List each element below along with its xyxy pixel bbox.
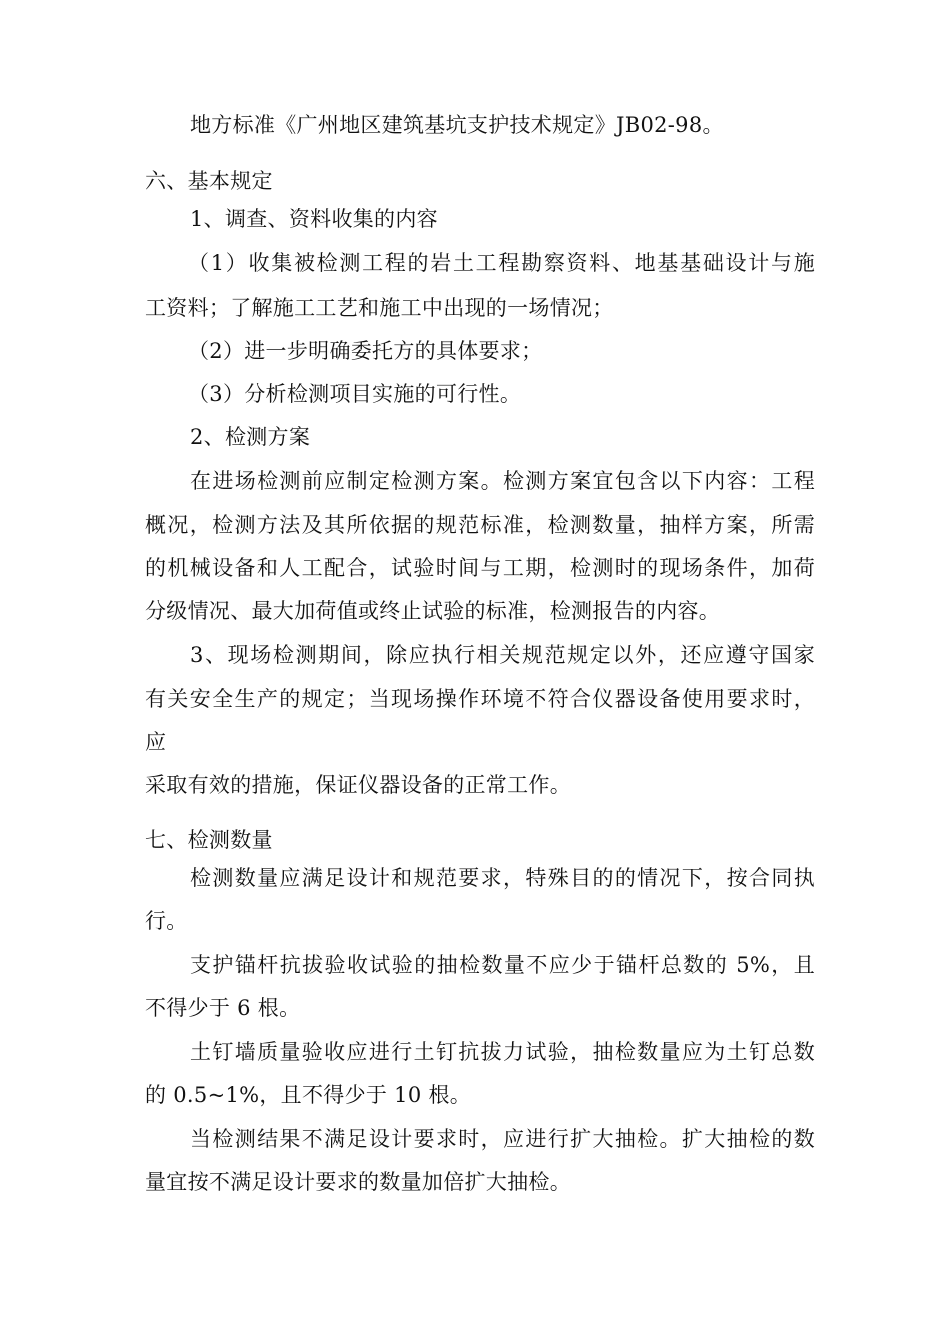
list-item-1-line-2: 工资料；了解施工工艺和施工中出现的一场情况； [145,296,614,320]
test-plan-paragraph-line-4: 分级情况、最大加荷值或终止试验的标准，检测报告的内容。 [145,599,721,623]
list-item-3: （3）分析检测项目实施的可行性。 [188,382,522,406]
quantity-paragraph-1-line-1: 检测数量应满足设计和规范要求，特殊目的的情况下，按合同执 [190,866,815,890]
list-item-1-line-1: （1）收集被检测工程的岩土工程勘察资料、地基基础设计与施 [188,251,815,275]
expanded-sampling-paragraph-line-2: 量宜按不满足设计要求的数量加倍扩大抽检。 [145,1170,571,1194]
test-plan-paragraph-line-3: 的机械设备和人工配合，试验时间与工期，检测时的现场条件，加荷 [145,556,815,580]
soil-nail-paragraph-line-2: 的 0.5~1%，且不得少于 10 根。 [145,1083,472,1107]
quantity-paragraph-1-line-2: 行。 [145,909,188,933]
soil-nail-paragraph-line-1: 土钉墙质量验收应进行土钉抗拔力试验，抽检数量应为土钉总数 [190,1040,815,1064]
subheading-test-plan: 2、检测方案 [190,425,311,449]
section-heading-test-quantity: 七、检测数量 [145,828,273,852]
paragraph-standard-reference: 地方标准《广州地区建筑基坑支护技术规定》JB02-98。 [190,113,724,137]
anchor-paragraph-line-1: 支护锚杆抗拔验收试验的抽检数量不应少于锚杆总数的 5%，且 [190,953,815,977]
expanded-sampling-paragraph-line-1: 当检测结果不满足设计要求时，应进行扩大抽检。扩大抽检的数 [190,1127,815,1151]
test-plan-paragraph-line-2: 概况，检测方法及其所依据的规范标准，检测数量，抽样方案，所需 [145,513,815,537]
safety-paragraph-line-1: 3、现场检测期间，除应执行相关规范规定以外，还应遵守国家 [190,643,815,667]
safety-paragraph-line-4: 采取有效的措施，保证仪器设备的正常工作。 [145,773,571,797]
test-plan-paragraph-line-1: 在进场检测前应制定检测方案。检测方案宜包含以下内容：工程 [190,469,815,493]
safety-paragraph-line-3: 应 [145,730,167,754]
section-heading-basic-rules: 六、基本规定 [145,169,273,193]
list-item-2: （2）进一步明确委托方的具体要求； [188,339,543,363]
safety-paragraph-line-2: 有关安全生产的规定；当现场操作环境不符合仪器设备使用要求时， [145,687,815,711]
subheading-investigation: 1、调查、资料收集的内容 [190,207,438,231]
anchor-paragraph-line-2: 不得少于 6 根。 [145,996,301,1020]
